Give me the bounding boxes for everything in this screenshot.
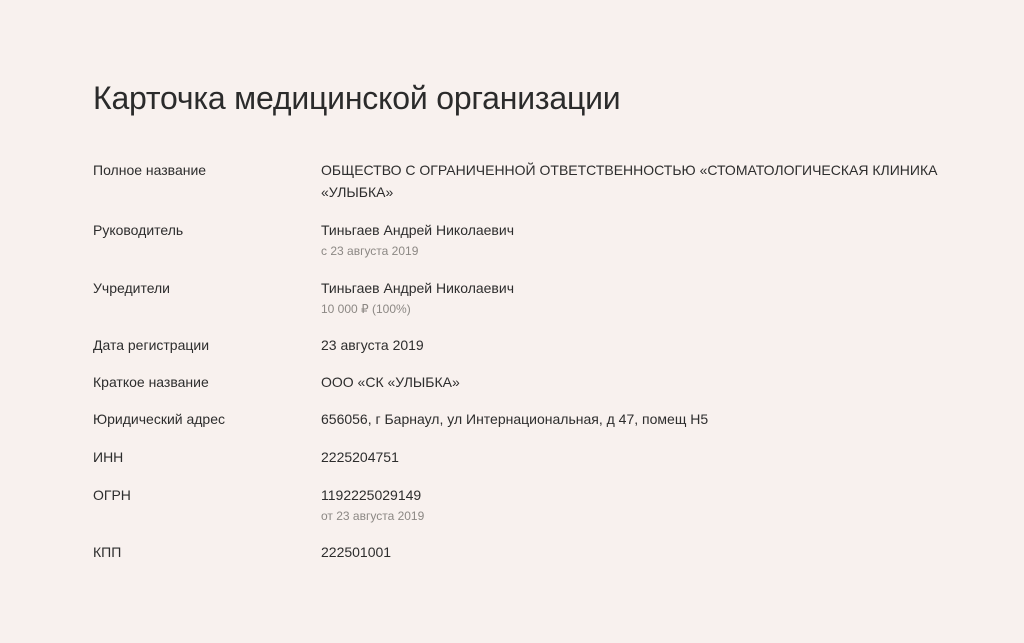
detail-value	[321, 484, 941, 526]
detail-value	[321, 277, 941, 319]
detail-value	[321, 219, 941, 261]
detail-value	[321, 159, 941, 203]
detail-value-text: 656056, г Барнаул, ул Интернациональная, д 47, помещ Н5	[321, 411, 709, 427]
detail-label: Полное название	[93, 162, 207, 178]
detail-value	[321, 446, 941, 468]
detail-label: КПП	[93, 544, 122, 560]
detail-value-text: 222501001	[321, 544, 392, 560]
detail-label: Учредители	[93, 280, 171, 296]
detail-value-text: ОБЩЕСТВО С ОГРАНИЧЕННОЙ ОТВЕТСТВЕННОСТЬЮ «СТОМАТОЛОГИЧЕСКАЯ КЛИНИКА «УЛЫБКА»	[321, 162, 938, 200]
detail-value-text: 23 августа 2019	[321, 337, 424, 353]
detail-value-note: с 23 августа 2019	[321, 244, 419, 258]
detail-label: ИНН	[93, 449, 124, 465]
detail-value	[321, 408, 941, 430]
detail-value-note: от 23 августа 2019	[321, 509, 425, 523]
detail-value-text: Тиньгаев Андрей Николаевич	[321, 222, 514, 238]
detail-value	[321, 334, 941, 356]
detail-value-text: 1192225029149	[321, 487, 422, 503]
detail-value-note: 10 000 ₽ (100%)	[321, 302, 411, 316]
detail-label: Юридический адрес	[93, 411, 226, 427]
detail-label: ОГРН	[93, 487, 131, 503]
detail-label: Краткое название	[93, 374, 209, 390]
detail-value	[321, 541, 941, 563]
detail-label: Дата регистрации	[93, 337, 210, 353]
detail-value-text: 2225204751	[321, 449, 399, 465]
detail-label: Руководитель	[93, 222, 184, 238]
detail-value-text: ООО «СК «УЛЫБКА»	[321, 374, 460, 390]
detail-value-text: Тиньгаев Андрей Николаевич	[321, 280, 514, 296]
organization-card	[93, 76, 953, 120]
detail-value	[321, 371, 941, 393]
page-title: Карточка медицинской организации	[93, 80, 621, 116]
